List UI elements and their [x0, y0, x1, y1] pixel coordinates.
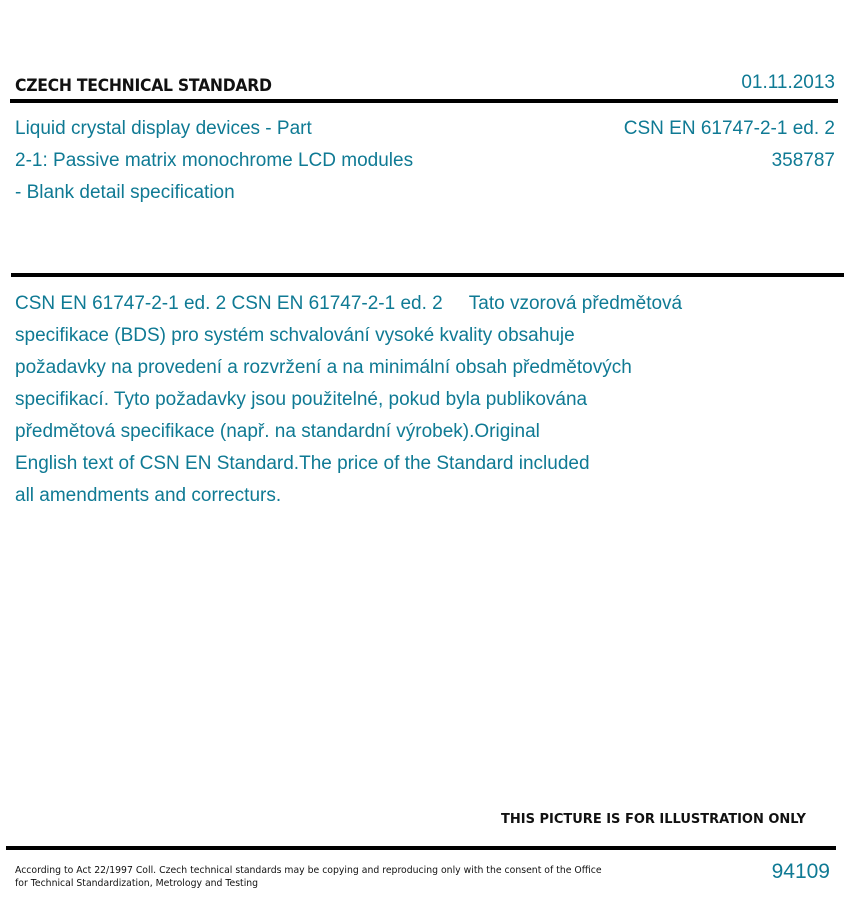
body-line-7: all amendments and correcturs.	[15, 485, 282, 506]
legal-notice	[15, 864, 602, 890]
body-line-2: specifikace (BDS) pro systém schvalování vysoké kvality obsahuje	[15, 325, 575, 346]
body-line-4: specifikací. Tyto požadavky jsou použitelné, pokud byla publikována	[15, 389, 588, 410]
standard-code: CSN EN 61747-2-1 ed. 2	[623, 118, 835, 139]
title-line-2: 2-1: Passive matrix monochrome LCD modules	[15, 150, 414, 171]
body-line-3: požadavky na provedení a rozvržení a na minimální obsah předmětových	[15, 357, 632, 378]
catalog-number: 358787	[771, 150, 835, 171]
footer-number: 94109	[771, 860, 830, 883]
illustration-disclaimer: THIS PICTURE IS FOR ILLUSTRATION ONLY	[501, 812, 806, 827]
publication-date: 01.11.2013	[741, 72, 835, 93]
legal-notice-line-2: for Technical Standardization, Metrology and Testing	[15, 878, 259, 889]
title-line-3: - Blank detail specification	[15, 182, 235, 203]
body-line-6: English text of CSN EN Standard.The price of the Standard included	[15, 453, 590, 474]
footer-divider	[6, 846, 836, 850]
standard-type-label: CZECH TECHNICAL STANDARD	[15, 76, 272, 96]
title-divider	[11, 273, 844, 277]
body-line-1: CSN EN 61747-2-1 ed. 2 CSN EN 61747-2-1 ed. 2 Tato vzorová předmětová	[15, 293, 683, 314]
legal-notice-line-1: According to Act 22/1997 Coll. Czech technical standards may be copying and reproducing only with the consent of the Office	[15, 865, 602, 876]
body-line-5: předmětová specifikace (např. na standardní výrobek).Original	[15, 421, 540, 442]
header-divider	[10, 99, 838, 103]
title-line-1: Liquid crystal display devices - Part	[15, 118, 312, 139]
